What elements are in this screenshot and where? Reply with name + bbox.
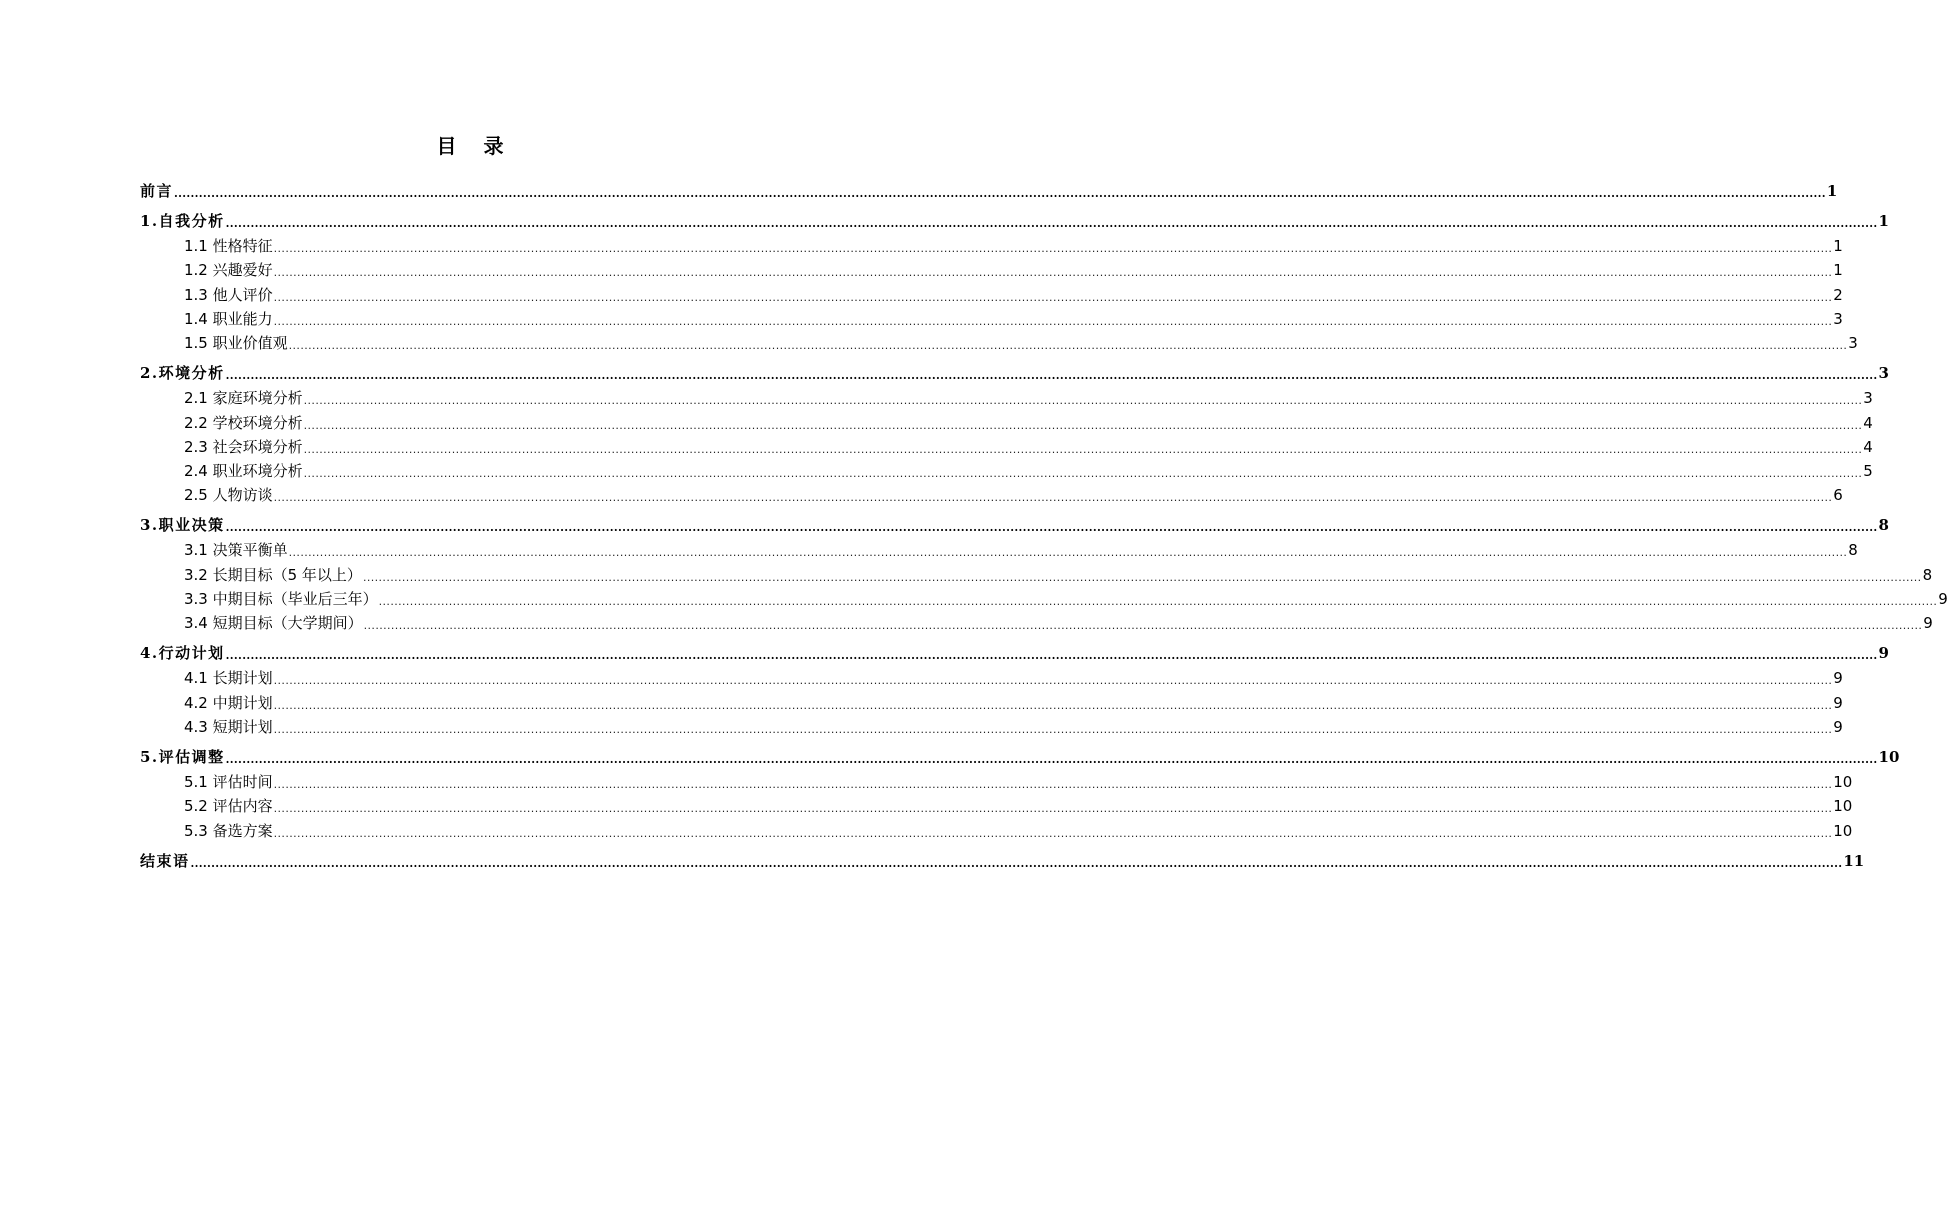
toc-entry-label: 2.5 人物访谈 xyxy=(184,486,273,505)
toc-leader-dots: ................................................................................................................................................................................................................................................................................................................................................................................................................ xyxy=(273,826,1833,840)
toc-leader-dots: ................................................................................................................................................................................................................................................................................................................................................................................................................ xyxy=(303,418,1863,432)
toc-entry-label: 5.1 评估时间 xyxy=(184,772,273,791)
toc-leader-dots: ................................................................................................................................................................................................................................................................................................................................................................................................................ xyxy=(225,521,1878,535)
toc-entry-page-number: 8 xyxy=(1848,541,1858,560)
toc-entry-page-number: 10 xyxy=(1878,747,1900,766)
toc-leader-dots: ................................................................................................................................................................................................................................................................................................................................................................................................................ xyxy=(273,314,1833,328)
toc-entry-section[interactable] xyxy=(184,559,1933,584)
toc-entry-section[interactable] xyxy=(184,687,1843,712)
toc-leader-dots: ................................................................................................................................................................................................................................................................................................................................................................................................................ xyxy=(288,339,1848,353)
toc-entry-section[interactable] xyxy=(184,230,1843,255)
toc-leader-dots: ................................................................................................................................................................................................................................................................................................................................................................................................................ xyxy=(273,722,1833,736)
toc-leader-dots: ................................................................................................................................................................................................................................................................................................................................................................................................................ xyxy=(273,674,1833,688)
toc-leader-dots: ................................................................................................................................................................................................................................................................................................................................................................................................................ xyxy=(225,752,1878,766)
toc-entry-section[interactable] xyxy=(184,455,1873,481)
toc-leader-dots: ................................................................................................................................................................................................................................................................................................................................................................................................................ xyxy=(190,856,1843,870)
toc-entry-chapter[interactable] xyxy=(140,845,1865,870)
toc-entry-page-number: 10 xyxy=(1833,821,1853,840)
toc-entry-page-number: 8 xyxy=(1878,516,1889,535)
toc-entry-page-number: 9 xyxy=(1833,693,1843,712)
toc-entry-chapter[interactable] xyxy=(140,205,1889,230)
toc-entry-page-number: 3 xyxy=(1848,334,1858,353)
toc-leader-dots: ................................................................................................................................................................................................................................................................................................................................................................................................................ xyxy=(273,266,1833,280)
toc-entry-page-number: 9 xyxy=(1938,590,1948,608)
toc-leader-dots: ................................................................................................................................................................................................................................................................................................................................................................................................................ xyxy=(273,491,1833,505)
toc-entry-label: 5.3 备选方案 xyxy=(184,821,273,840)
toc-leader-dots: ................................................................................................................................................................................................................................................................................................................................................................................................................ xyxy=(303,394,1863,408)
toc-entry-chapter[interactable] xyxy=(140,741,1900,766)
toc-leader-dots: ................................................................................................................................................................................................................................................................................................................................................................................................................ xyxy=(273,242,1833,255)
toc-title: 目 录 xyxy=(436,134,514,158)
toc-entry-page-number: 9 xyxy=(1878,644,1889,663)
toc-entry-page-number: 11 xyxy=(1843,851,1865,870)
toc-entry-section[interactable] xyxy=(184,815,1853,840)
toc-entry-section[interactable] xyxy=(184,327,1858,353)
toc-entry-label: 2.2 学校环境分析 xyxy=(184,413,303,432)
toc-leader-dots: ................................................................................................................................................................................................................................................................................................................................................................................................................ xyxy=(288,546,1848,560)
toc-entry-label: 2.1 家庭环境分析 xyxy=(184,389,303,408)
toc-entry-section[interactable] xyxy=(184,279,1843,304)
toc-entry-page-number: 9 xyxy=(1833,669,1843,688)
toc-entry-chapter[interactable] xyxy=(140,175,1838,200)
toc-entry-section[interactable] xyxy=(184,662,1843,688)
toc-leader-dots: ................................................................................................................................................................................................................................................................................................................................................................................................................ xyxy=(303,442,1863,456)
toc-entry-label: 1.自我分析 xyxy=(140,212,225,230)
toc-entry-label: 1.4 职业能力 xyxy=(184,309,273,328)
toc-leader-dots: ................................................................................................................................................................................................................................................................................................................................................................................................................ xyxy=(225,649,1878,663)
toc-entry-label: 1.1 性格特征 xyxy=(184,237,273,255)
toc-entry-section[interactable] xyxy=(184,607,1933,633)
toc-leader-dots: ................................................................................................................................................................................................................................................................................................................................................................................................................ xyxy=(225,217,1878,230)
toc-entry-page-number: 4 xyxy=(1863,413,1873,432)
toc-entry-section[interactable] xyxy=(184,766,1853,791)
toc-leader-dots: ................................................................................................................................................................................................................................................................................................................................................................................................................ xyxy=(363,619,1923,633)
toc-entry-label: 4.3 短期计划 xyxy=(184,717,273,736)
toc-entry-label: 结束语 xyxy=(140,851,190,870)
toc-entry-label: 1.2 兴趣爱好 xyxy=(184,261,273,280)
toc-entry-section[interactable] xyxy=(184,431,1873,456)
toc-entry-label: 4.行动计划 xyxy=(140,644,225,663)
toc-entry-label: 4.2 中期计划 xyxy=(184,693,273,712)
toc-leader-dots: ................................................................................................................................................................................................................................................................................................................................................................................................................ xyxy=(378,595,1938,608)
toc-entry-page-number: 3 xyxy=(1833,309,1843,328)
toc-entry-page-number: 2 xyxy=(1833,285,1843,304)
toc-leader-dots: ................................................................................................................................................................................................................................................................................................................................................................................................................ xyxy=(273,698,1833,712)
toc-entry-section[interactable] xyxy=(184,790,1853,816)
toc-entry-page-number: 1 xyxy=(1826,182,1838,200)
toc-entry-page-number: 10 xyxy=(1833,797,1853,816)
toc-entry-page-number: 9 xyxy=(1833,717,1843,736)
toc-entry-chapter[interactable] xyxy=(140,637,1889,663)
toc-leader-dots: ................................................................................................................................................................................................................................................................................................................................................................................................................ xyxy=(225,369,1878,383)
toc-entry-label: 3.2 长期目标（5 年以上） xyxy=(184,565,362,584)
toc-entry-label: 3.3 中期目标（毕业后三年） xyxy=(184,590,378,608)
toc-entry-page-number: 1 xyxy=(1833,261,1843,280)
toc-leader-dots: ................................................................................................................................................................................................................................................................................................................................................................................................................ xyxy=(273,802,1833,816)
toc-entry-section[interactable] xyxy=(184,711,1843,736)
toc-entry-section[interactable] xyxy=(184,479,1843,505)
toc-leader-dots: ................................................................................................................................................................................................................................................................................................................................................................................................................ xyxy=(273,777,1833,791)
toc-entry-label: 3.1 决策平衡单 xyxy=(184,541,288,560)
toc-entry-label: 3.职业决策 xyxy=(140,516,225,535)
toc-entry-page-number: 6 xyxy=(1833,486,1843,505)
toc-entry-chapter[interactable] xyxy=(140,357,1889,383)
toc-entry-page-number: 1 xyxy=(1833,237,1843,255)
toc-leader-dots: ................................................................................................................................................................................................................................................................................................................................................................................................................ xyxy=(174,187,1826,200)
toc-entry-label: 3.4 短期目标（大学期间） xyxy=(184,614,363,633)
toc-entry-page-number: 8 xyxy=(1922,565,1933,584)
toc-entry-page-number: 9 xyxy=(1923,614,1933,633)
toc-entry-section[interactable] xyxy=(184,583,1948,608)
toc-entry-page-number: 3 xyxy=(1863,389,1873,408)
toc-entry-label: 5.评估调整 xyxy=(140,747,225,766)
toc-entry-section[interactable] xyxy=(184,382,1873,408)
toc-leader-dots: ................................................................................................................................................................................................................................................................................................................................................................................................................ xyxy=(273,290,1833,304)
toc-entry-page-number: 5 xyxy=(1863,462,1873,481)
toc-entry-page-number: 4 xyxy=(1863,437,1873,456)
toc-entry-chapter[interactable] xyxy=(140,509,1889,535)
toc-entry-label: 4.1 长期计划 xyxy=(184,669,273,688)
toc-entry-section[interactable] xyxy=(184,254,1843,280)
toc-entry-page-number: 10 xyxy=(1833,772,1853,791)
toc-entry-page-number: 1 xyxy=(1878,212,1889,230)
toc-entry-label: 1.3 他人评价 xyxy=(184,285,273,304)
toc-entry-label: 5.2 评估内容 xyxy=(184,797,273,816)
toc-leader-dots: ................................................................................................................................................................................................................................................................................................................................................................................................................ xyxy=(303,467,1863,481)
toc-entry-page-number: 3 xyxy=(1878,364,1889,383)
toc-entry-section[interactable] xyxy=(184,407,1873,432)
toc-entry-label: 前言 xyxy=(140,182,174,200)
toc-entry-section[interactable] xyxy=(184,534,1858,560)
toc-entry-label: 2.环境分析 xyxy=(140,364,225,383)
toc-entry-label: 2.4 职业环境分析 xyxy=(184,462,303,481)
toc-entry-label: 2.3 社会环境分析 xyxy=(184,437,303,456)
toc-entry-label: 1.5 职业价值观 xyxy=(184,334,288,353)
toc-leader-dots: ................................................................................................................................................................................................................................................................................................................................................................................................................ xyxy=(362,570,1922,584)
toc-entry-section[interactable] xyxy=(184,303,1843,328)
